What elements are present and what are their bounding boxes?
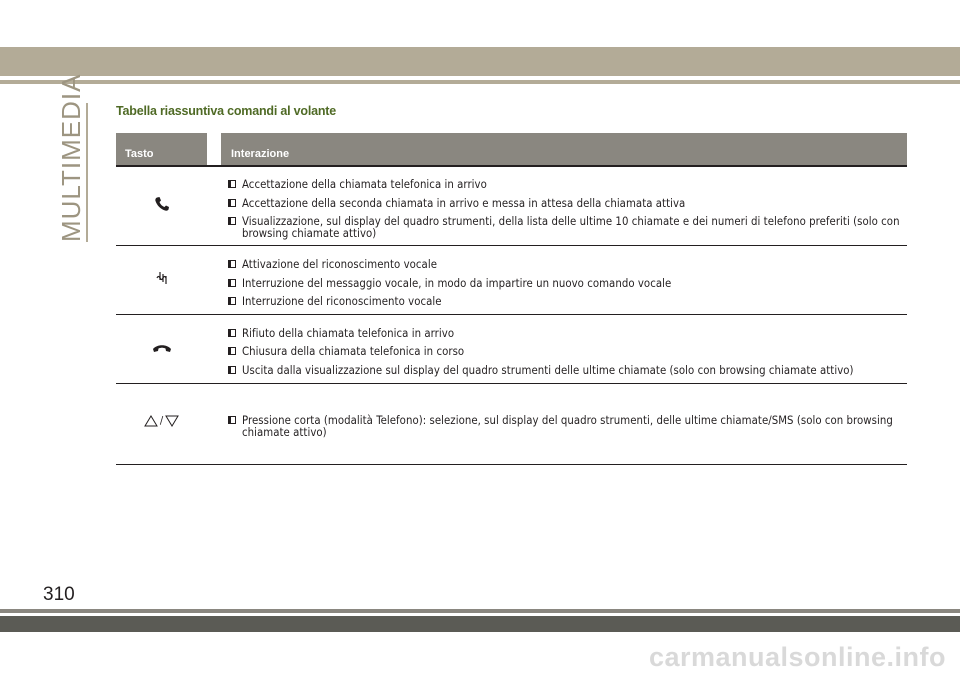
section-title: Tabella riassuntiva comandi al volante <box>116 104 337 118</box>
table-row <box>116 246 907 315</box>
up-down-arrows-icon <box>144 414 179 427</box>
down-arrow-icon <box>165 415 179 427</box>
phone-answer-icon <box>154 196 170 216</box>
list-item: Interruzione del riconoscimento vocale <box>228 296 907 308</box>
key-cell <box>116 315 207 384</box>
controls-table <box>116 133 907 465</box>
header-band <box>0 47 960 76</box>
phone-hangup-icon <box>152 339 172 358</box>
footer-rule <box>0 609 960 613</box>
arrow-separator: / <box>159 414 164 427</box>
header-rule <box>0 80 960 84</box>
table-row <box>116 167 907 246</box>
table-header <box>116 133 907 165</box>
header-cell-interaction <box>221 133 907 165</box>
voice-command-icon <box>155 270 169 290</box>
page-number: 310 <box>43 584 75 605</box>
list-item: Accettazione della chiamata telefonica in arrivo <box>228 179 907 191</box>
table-row <box>116 315 907 385</box>
list-item: Accettazione della seconda chiamata in arrivo e messa in attesa della chiamata attiva <box>228 198 907 210</box>
list-item: Interruzione del messaggio vocale, in modo da impartire un nuovo comando vocale <box>228 278 907 290</box>
key-cell <box>116 246 207 314</box>
list-item: Rifiuto della chiamata telefonica in arrivo <box>228 328 907 340</box>
key-cell <box>116 167 207 245</box>
list-item: Uscita dalla visualizzazione sul display del quadro strumenti delle ultime chiamate (solo con browsing chiamate attivo) <box>228 365 907 377</box>
list-item: Attivazione del riconoscimento vocale <box>228 259 907 271</box>
watermark: carmanualsonline.info <box>648 642 946 672</box>
footer-band <box>0 616 960 632</box>
key-cell <box>116 384 207 464</box>
interaction-cell <box>228 259 907 308</box>
interaction-cell <box>228 179 907 239</box>
interaction-cell <box>228 415 907 438</box>
list-item: Chiusura della chiamata telefonica in corso <box>228 346 907 358</box>
side-rule <box>86 103 88 242</box>
interaction-cell <box>228 328 907 377</box>
list-item: Visualizzazione, sul display del quadro strumenti, della lista delle ultime 10 chiamate e dei numeri di telefono preferiti (solo con browsing chiamate attivo) <box>228 216 907 239</box>
header-interaction-label: Interazione <box>231 148 290 160</box>
header-cell-key <box>116 133 207 165</box>
section-side-label: MULTIMEDIA <box>56 73 86 242</box>
list-item: Pressione corta (modalità Telefono): selezione, sul display del quadro strumenti, delle ultime chiamate/SMS (solo con browsing chiamate attivo) <box>228 415 907 438</box>
table-row <box>116 384 907 465</box>
header-key-label: Tasto <box>125 148 154 160</box>
up-arrow-icon <box>144 415 158 427</box>
